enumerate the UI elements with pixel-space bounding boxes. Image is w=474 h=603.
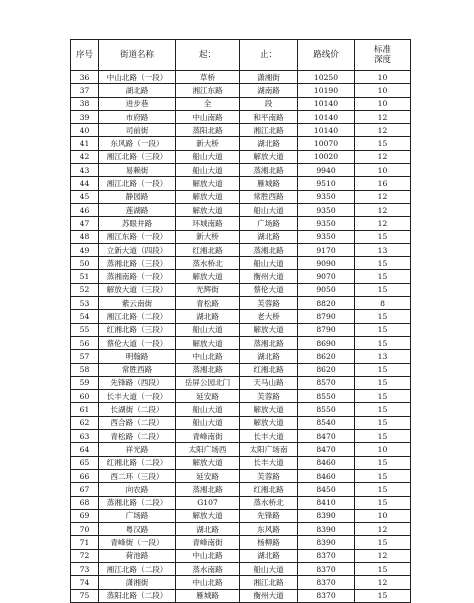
cell-end: 芙蓉路 (240, 390, 298, 403)
cell-start: 草桥 (176, 71, 240, 84)
cell-end: 衡州大道 (240, 270, 298, 283)
cell-standard-depth: 15 (355, 376, 411, 389)
cell-end: 先锋路 (240, 509, 298, 522)
cell-route-price: 10250 (298, 71, 355, 84)
table-row (71, 469, 411, 482)
table-row (71, 430, 411, 443)
cell-start: 中山北路 (176, 549, 240, 562)
cell-index: 41 (71, 137, 99, 150)
cell-start: 中山南路 (176, 110, 240, 123)
cell-index: 59 (71, 376, 99, 389)
cell-street-name: 青松路（二段） (99, 430, 176, 443)
cell-index: 69 (71, 509, 99, 522)
cell-route-price: 8460 (298, 456, 355, 469)
cell-end: 船山大道 (240, 562, 298, 575)
cell-standard-depth: 15 (355, 416, 411, 429)
cell-start: 新大桥 (176, 137, 240, 150)
cell-route-price: 10140 (298, 97, 355, 110)
cell-route-price: 8390 (298, 509, 355, 522)
cell-index: 37 (71, 84, 99, 97)
table-row (71, 257, 411, 270)
cell-index: 55 (71, 323, 99, 336)
cell-route-price: 8540 (298, 416, 355, 429)
table-row (71, 443, 411, 456)
cell-standard-depth: 13 (355, 350, 411, 363)
cell-route-price: 8550 (298, 390, 355, 403)
cell-end: 红湘北路 (240, 483, 298, 496)
cell-street-name: 湘江北路（三段） (99, 150, 176, 163)
cell-end: 东风路 (240, 523, 298, 536)
cell-index: 60 (71, 390, 99, 403)
cell-index: 50 (71, 257, 99, 270)
cell-index: 48 (71, 230, 99, 243)
cell-route-price: 8370 (298, 562, 355, 575)
cell-index: 39 (71, 110, 99, 123)
cell-route-price: 8390 (298, 523, 355, 536)
cell-index: 52 (71, 283, 99, 296)
cell-street-name: 蒸湘北路（二段） (99, 496, 176, 509)
header-end: 止： (240, 40, 298, 71)
cell-index: 36 (71, 71, 99, 84)
cell-street-name: 紫云南街 (99, 297, 176, 310)
cell-end: 蒸水桥北 (240, 496, 298, 509)
cell-index: 51 (71, 270, 99, 283)
cell-start: 延安路 (176, 390, 240, 403)
cell-start: 红湘北路 (176, 243, 240, 256)
cell-standard-depth: 15 (355, 562, 411, 575)
cell-start: 解放大道 (176, 456, 240, 469)
cell-index: 72 (71, 549, 99, 562)
cell-index: 42 (71, 150, 99, 163)
header-standard-depth (355, 40, 411, 71)
table-row (71, 336, 411, 349)
cell-start: 船山大道 (176, 416, 240, 429)
cell-street-name: 迸步巷 (99, 97, 176, 110)
cell-index: 71 (71, 536, 99, 549)
cell-route-price: 9350 (298, 217, 355, 230)
header-street-name: 街道名称 (99, 40, 176, 71)
cell-start: 中山北路 (176, 350, 240, 363)
cell-end: 解放大道 (240, 416, 298, 429)
cell-end: 湘江北路 (240, 124, 298, 137)
cell-standard-depth: 15 (355, 323, 411, 336)
cell-route-price: 8460 (298, 469, 355, 482)
cell-street-name: 长湖街（二段） (99, 403, 176, 416)
table-row (71, 203, 411, 216)
cell-street-name: 湖北路 (99, 84, 176, 97)
cell-standard-depth: 12 (355, 523, 411, 536)
cell-standard-depth: 15 (355, 456, 411, 469)
cell-route-price: 9510 (298, 177, 355, 190)
cell-index: 53 (71, 297, 99, 310)
cell-street-name: 静园路 (99, 190, 176, 203)
cell-standard-depth: 12 (355, 549, 411, 562)
cell-start: 环城南路 (176, 217, 240, 230)
table-row (71, 217, 411, 230)
cell-street-name: 青峰街（一段） (99, 536, 176, 549)
cell-route-price: 8370 (298, 589, 355, 602)
cell-end: 潇湘街 (240, 71, 298, 84)
table-row (71, 562, 411, 575)
cell-street-name: 红湘北路（二段） (99, 456, 176, 469)
cell-end: 天马山路 (240, 376, 298, 389)
table-row (71, 509, 411, 522)
cell-index: 75 (71, 589, 99, 602)
cell-route-price: 10140 (298, 110, 355, 123)
cell-standard-depth: 16 (355, 177, 411, 190)
cell-standard-depth: 15 (355, 230, 411, 243)
cell-street-name: 立新大道（四段） (99, 243, 176, 256)
cell-start: G107 (176, 496, 240, 509)
cell-route-price: 9350 (298, 230, 355, 243)
cell-end: 蔡伦大道 (240, 283, 298, 296)
cell-start: 青峰南街 (176, 430, 240, 443)
cell-route-price: 9090 (298, 257, 355, 270)
cell-end: 长丰大道 (240, 456, 298, 469)
table-row (71, 124, 411, 137)
cell-end: 雁城路 (240, 177, 298, 190)
cell-start: 青松路 (176, 297, 240, 310)
cell-route-price: 8370 (298, 576, 355, 589)
cell-index: 64 (71, 443, 99, 456)
cell-start: 中山北路 (176, 576, 240, 589)
cell-end: 太阳广场南 (240, 443, 298, 456)
cell-end: 解放大道 (240, 150, 298, 163)
cell-end: 芙蓉路 (240, 297, 298, 310)
cell-standard-depth: 15 (355, 283, 411, 296)
cell-end: 杨柳路 (240, 536, 298, 549)
header-route-price: 路线价 (298, 40, 355, 71)
cell-start: 解放大道 (176, 177, 240, 190)
header-standard-depth-label: 标准 深度 (373, 45, 391, 65)
table-body (71, 71, 411, 603)
cell-end: 老大桥 (240, 310, 298, 323)
cell-standard-depth: 15 (355, 336, 411, 349)
cell-street-name: 红湘北路（三段） (99, 323, 176, 336)
cell-end: 船山大道 (240, 257, 298, 270)
table-row (71, 283, 411, 296)
cell-standard-depth: 15 (355, 483, 411, 496)
cell-route-price: 10190 (298, 84, 355, 97)
table-row (71, 416, 411, 429)
cell-end: 湖南路 (240, 84, 298, 97)
table-row (71, 496, 411, 509)
table-row (71, 390, 411, 403)
cell-street-name: 司前街 (99, 124, 176, 137)
cell-street-name: 湘江北路（一段） (99, 177, 176, 190)
cell-route-price: 9940 (298, 164, 355, 177)
cell-index: 56 (71, 336, 99, 349)
cell-start: 湖北路 (176, 523, 240, 536)
cell-index: 49 (71, 243, 99, 256)
cell-standard-depth: 15 (355, 496, 411, 509)
cell-index: 38 (71, 97, 99, 110)
cell-index: 57 (71, 350, 99, 363)
cell-route-price: 9350 (298, 203, 355, 216)
cell-standard-depth: 8 (355, 297, 411, 310)
cell-end: 船山大道 (240, 203, 298, 216)
cell-standard-depth: 15 (355, 390, 411, 403)
cell-standard-depth: 10 (355, 509, 411, 522)
cell-street-name: 湘江东路（一段） (99, 230, 176, 243)
cell-end: 解放大道 (240, 323, 298, 336)
cell-start: 解放大道 (176, 336, 240, 349)
road-price-table (70, 39, 411, 603)
table-row (71, 350, 411, 363)
cell-start: 全 (176, 97, 240, 110)
cell-start: 延安路 (176, 469, 240, 482)
cell-street-name: 东风路（一段） (99, 137, 176, 150)
cell-street-name: 解放大道（三段） (99, 283, 176, 296)
cell-end: 长丰大道 (240, 430, 298, 443)
cell-street-name: 常胜西路 (99, 363, 176, 376)
table-row (71, 97, 411, 110)
cell-start: 青峰南街 (176, 536, 240, 549)
cell-index: 67 (71, 483, 99, 496)
cell-end: 蒸湘北路 (240, 243, 298, 256)
cell-end: 蒸湘北路 (240, 336, 298, 349)
cell-end: 常胜西路 (240, 190, 298, 203)
cell-start: 新大桥 (176, 230, 240, 243)
cell-route-price: 9070 (298, 270, 355, 283)
cell-street-name: 蒸阳北路（二段） (99, 589, 176, 602)
cell-index: 62 (71, 416, 99, 429)
table-row (71, 230, 411, 243)
cell-route-price: 8820 (298, 297, 355, 310)
cell-start: 岳屏公园北门 (176, 376, 240, 389)
table-row (71, 363, 411, 376)
cell-street-name: 祥光路 (99, 443, 176, 456)
cell-start: 蒸阳北路 (176, 124, 240, 137)
cell-index: 65 (71, 456, 99, 469)
table-row (71, 297, 411, 310)
cell-route-price: 8550 (298, 403, 355, 416)
cell-standard-depth: 10 (355, 84, 411, 97)
cell-standard-depth: 15 (355, 270, 411, 283)
cell-standard-depth: 15 (355, 310, 411, 323)
cell-street-name: 荷池路 (99, 549, 176, 562)
cell-index: 61 (71, 403, 99, 416)
cell-end: 蒸湘北路 (240, 164, 298, 177)
table-row (71, 137, 411, 150)
cell-end: 解放大道 (240, 403, 298, 416)
cell-standard-depth: 12 (355, 576, 411, 589)
header-index: 序号 (71, 40, 99, 71)
cell-standard-depth: 10 (355, 71, 411, 84)
table-row (71, 323, 411, 336)
cell-start: 湖北路 (176, 310, 240, 323)
cell-route-price: 8790 (298, 323, 355, 336)
cell-start: 解放大道 (176, 270, 240, 283)
cell-start: 雁城路 (176, 589, 240, 602)
cell-street-name: 先锋路（西段） (99, 376, 176, 389)
cell-standard-depth: 13 (355, 243, 411, 256)
cell-street-name: 粤汉路 (99, 523, 176, 536)
cell-index: 73 (71, 562, 99, 575)
cell-index: 74 (71, 576, 99, 589)
cell-end: 广场路 (240, 217, 298, 230)
cell-street-name: 易赖街 (99, 164, 176, 177)
table-row (71, 84, 411, 97)
cell-standard-depth: 12 (355, 150, 411, 163)
cell-index: 45 (71, 190, 99, 203)
cell-street-name: 湘江北路（二段） (99, 310, 176, 323)
cell-start: 蒸水南路 (176, 562, 240, 575)
cell-standard-depth: 15 (355, 257, 411, 270)
cell-street-name: 向农路 (99, 483, 176, 496)
cell-start: 光辉街 (176, 283, 240, 296)
cell-end: 和平南路 (240, 110, 298, 123)
cell-standard-depth: 12 (355, 203, 411, 216)
cell-standard-depth: 12 (355, 217, 411, 230)
table-row (71, 536, 411, 549)
cell-standard-depth: 15 (355, 403, 411, 416)
cell-end: 湖北路 (240, 549, 298, 562)
cell-street-name: 市府路 (99, 110, 176, 123)
table-row (71, 71, 411, 84)
cell-index: 43 (71, 164, 99, 177)
cell-street-name: 蔡伦大道（一段） (99, 336, 176, 349)
cell-index: 70 (71, 523, 99, 536)
cell-street-name: 湘江北路（二段） (99, 562, 176, 575)
cell-start: 船山大道 (176, 323, 240, 336)
cell-end: 段 (240, 97, 298, 110)
cell-index: 46 (71, 203, 99, 216)
cell-route-price: 8690 (298, 336, 355, 349)
cell-route-price: 9170 (298, 243, 355, 256)
cell-street-name: 莲湖路 (99, 203, 176, 216)
cell-index: 47 (71, 217, 99, 230)
cell-end: 衡州大道 (240, 589, 298, 602)
cell-end: 湖北路 (240, 137, 298, 150)
table-row (71, 190, 411, 203)
cell-street-name: 苏眼井路 (99, 217, 176, 230)
cell-route-price: 9050 (298, 283, 355, 296)
cell-standard-depth: 10 (355, 443, 411, 456)
cell-standard-depth: 15 (355, 589, 411, 602)
cell-route-price: 8790 (298, 310, 355, 323)
table-row (71, 150, 411, 163)
header-row (71, 40, 411, 71)
cell-route-price: 9350 (298, 190, 355, 203)
cell-route-price: 8450 (298, 483, 355, 496)
table-row (71, 177, 411, 190)
cell-standard-depth: 15 (355, 430, 411, 443)
cell-standard-depth: 12 (355, 190, 411, 203)
cell-index: 44 (71, 177, 99, 190)
cell-street-name: 中山北路（一段） (99, 71, 176, 84)
cell-end: 红湘北路 (240, 363, 298, 376)
cell-index: 40 (71, 124, 99, 137)
cell-index: 58 (71, 363, 99, 376)
table-row (71, 456, 411, 469)
table-row (71, 523, 411, 536)
cell-standard-depth: 15 (355, 469, 411, 482)
cell-route-price: 8370 (298, 549, 355, 562)
cell-route-price: 8410 (298, 496, 355, 509)
cell-route-price: 8620 (298, 363, 355, 376)
cell-standard-depth: 12 (355, 124, 411, 137)
cell-start: 蒸湘北路 (176, 363, 240, 376)
table-row (71, 483, 411, 496)
table-row (71, 110, 411, 123)
table-row (71, 270, 411, 283)
cell-start: 蒸水桥北 (176, 257, 240, 270)
cell-standard-depth: 15 (355, 363, 411, 376)
cell-start: 船山大道 (176, 403, 240, 416)
cell-start: 湘江东路 (176, 84, 240, 97)
cell-index: 63 (71, 430, 99, 443)
cell-start: 解放大道 (176, 190, 240, 203)
table-row (71, 576, 411, 589)
cell-route-price: 8570 (298, 376, 355, 389)
table-row (71, 164, 411, 177)
cell-standard-depth: 10 (355, 164, 411, 177)
cell-start: 解放大道 (176, 509, 240, 522)
cell-standard-depth: 10 (355, 97, 411, 110)
cell-index: 66 (71, 469, 99, 482)
cell-street-name: 明翰路 (99, 350, 176, 363)
cell-route-price: 10070 (298, 137, 355, 150)
header-start: 起： (176, 40, 240, 71)
cell-street-name: 广场路 (99, 509, 176, 522)
cell-street-name: 潇湘街 (99, 576, 176, 589)
table-row (71, 589, 411, 602)
cell-standard-depth: 12 (355, 110, 411, 123)
cell-start: 蒸湘北路 (176, 483, 240, 496)
cell-route-price: 8470 (298, 430, 355, 443)
cell-end: 湘江北路 (240, 576, 298, 589)
cell-index: 54 (71, 310, 99, 323)
cell-index: 68 (71, 496, 99, 509)
cell-end: 芙蓉路 (240, 469, 298, 482)
cell-end: 湖北路 (240, 350, 298, 363)
cell-standard-depth: 15 (355, 536, 411, 549)
table-row (71, 403, 411, 416)
cell-route-price: 8390 (298, 536, 355, 549)
cell-standard-depth: 15 (355, 137, 411, 150)
table-row (71, 310, 411, 323)
cell-route-price: 10140 (298, 124, 355, 137)
cell-start: 船山大道 (176, 150, 240, 163)
cell-route-price: 8470 (298, 443, 355, 456)
table-row (71, 549, 411, 562)
cell-route-price: 8620 (298, 350, 355, 363)
cell-end: 湖北路 (240, 230, 298, 243)
cell-street-name: 蒸湘南路（一段） (99, 270, 176, 283)
cell-start: 太阳广场西 (176, 443, 240, 456)
cell-street-name: 西二环（三段） (99, 469, 176, 482)
cell-route-price: 10020 (298, 150, 355, 163)
cell-start: 船山大道 (176, 164, 240, 177)
cell-start: 解放大道 (176, 203, 240, 216)
cell-street-name: 长丰大道（一段） (99, 390, 176, 403)
table-row (71, 376, 411, 389)
table-row (71, 243, 411, 256)
cell-street-name: 蒸湘北路（三段） (99, 257, 176, 270)
cell-street-name: 西合路（二段） (99, 416, 176, 429)
